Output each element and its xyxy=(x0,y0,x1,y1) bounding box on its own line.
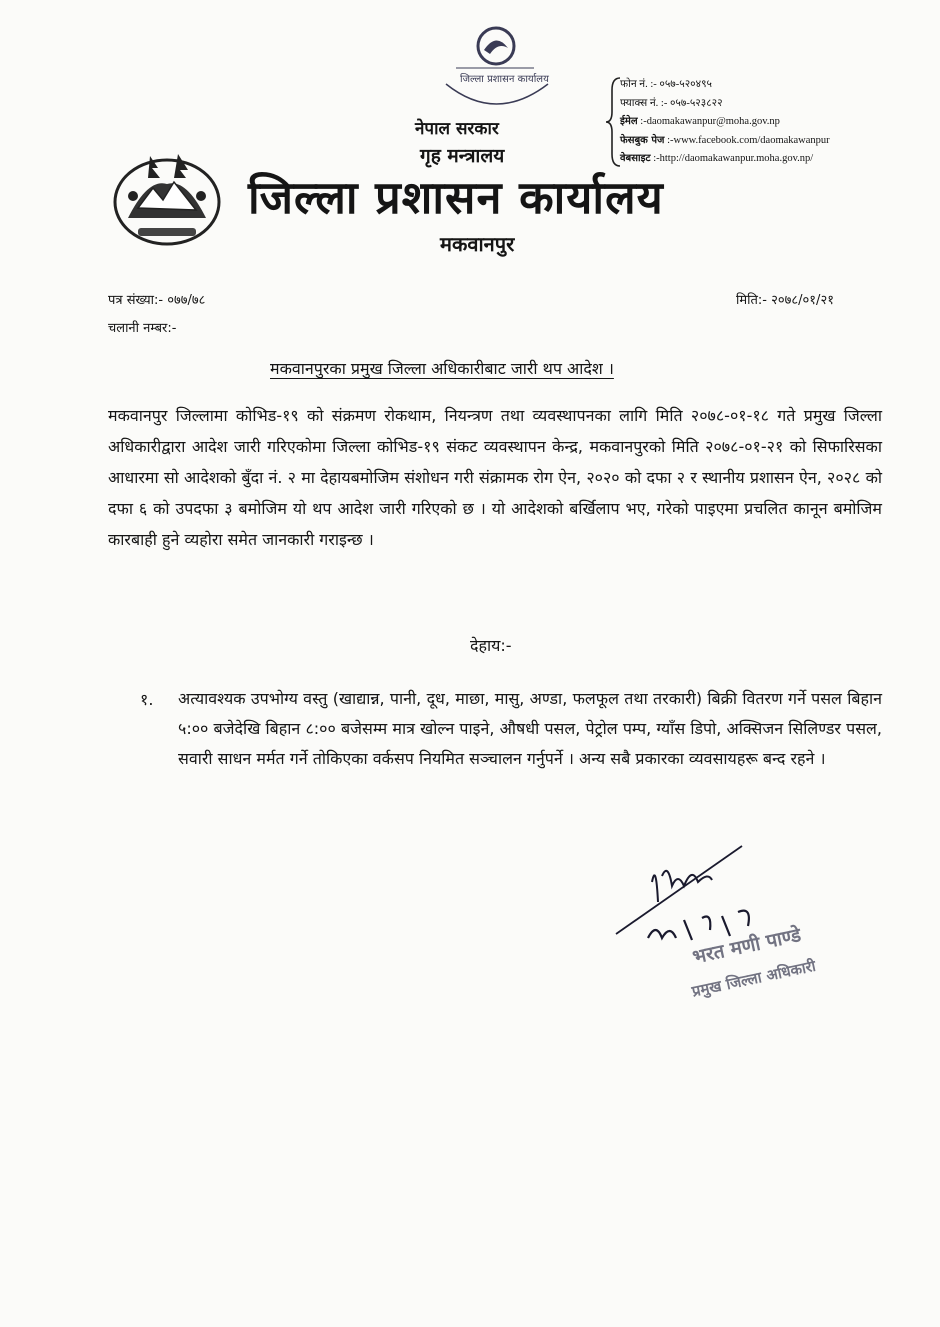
signatory-name: भरत मणी पाण्डे xyxy=(690,924,803,969)
nepal-emblem-icon xyxy=(108,148,226,248)
letter-date: मिति:- २०७८/०१/२१ xyxy=(736,293,834,308)
list-item-number: १. xyxy=(140,690,154,709)
contact-fax: फ्याक्स नं. :- ०५७-५२३८२२ xyxy=(620,97,723,109)
signatory-title: प्रमुख जिल्ला अधिकारी xyxy=(690,956,818,1001)
website-label: वेबसाइट xyxy=(620,153,651,164)
website-value: :-http://daomakawanpur.moha.gov.np/ xyxy=(653,153,814,164)
contact-phone: फोन नं. :- ०५७-५२०४९५ xyxy=(620,79,713,90)
contact-facebook xyxy=(620,132,830,151)
district-name: मकवानपुर xyxy=(440,232,515,256)
government-name: नेपाल सरकार xyxy=(415,119,499,139)
annex-label: देहाय:- xyxy=(470,636,512,655)
email-value: :-daomakawanpur@moha.gov.np xyxy=(640,116,780,127)
notice-body: मकवानपुर जिल्लामा कोभिड-१९ को संक्रमण रोकथाम, नियन्त्रण तथा व्यवस्थापनका लागि मिति २०७८-०१-१८ गते प्रमुख जिल्ला अधिकारीद्वारा आदेश जारी गरिएकोमा जिल्ला कोभिड-१९ संकट व्यवस्थापन केन्द्र, मकवानपुरको मिति २०७८-०१-२१ को सिफारिसका आधारमा सो आदेशको बुँदा नं. २ मा देहायबमोजिम संशोधन गरी संक्रामक रोग ऐन, २०२० को दफा २ र स्थानीय प्रशासन ऐन, २०२८ को दफा ६ को उपदफा ३ बमोजिम यो थप आदेश जारी गरिएको छ । यो आदेशको बर्खिलाप भए, गरेको पाइएमा प्रचलित कानून बमोजिम कारबाही हुने व्यहोरा समेत जानकारी गराइन्छ । xyxy=(108,406,882,549)
notice-heading: मकवानपुरका प्रमुख जिल्ला अधिकारीबाट जारी थप आदेश । xyxy=(270,359,614,378)
facebook-label: फेसबुक पेज xyxy=(620,134,665,146)
stamp-text: जिल्ला प्रशासन कार्यालय xyxy=(460,74,549,85)
contact-website xyxy=(620,150,830,169)
letter-number: पत्र संख्या:- ०७७/७८ xyxy=(108,293,206,308)
ministry-name: गृह मन्त्रालय xyxy=(420,145,505,167)
contact-email xyxy=(620,113,830,132)
office-title: जिल्ला प्रशासन कार्यालय xyxy=(248,171,664,224)
facebook-value: :-www.facebook.com/daomakawanpur xyxy=(667,134,830,146)
list-item-text: अत्यावश्यक उपभोग्य वस्तु (खाद्यान्न, पानी, दूध, माछा, मासु, अण्डा, फलफूल तथा तरकारी) बिक्री वितरण गर्ने पसल बिहान ५:०० बजेदेखि बिहान ८:०० बजेसम्म मात्र खोल्न पाइने, औषधी पसल, पेट्रोल पम्प, ग्याँस डिपो, अक्सिजन सिलिण्डर पसल, सवारी साधन मर्मत गर्ने तोकिएका वर्कसप नियमित सञ्चालन गर्नुपर्ने । अन्य सबै प्रकारका व्यवसायहरू बन्द रहने । xyxy=(178,689,882,768)
email-label: ईमेल xyxy=(620,116,638,127)
dispatch-number: चलानी नम्बर:- xyxy=(108,321,177,336)
